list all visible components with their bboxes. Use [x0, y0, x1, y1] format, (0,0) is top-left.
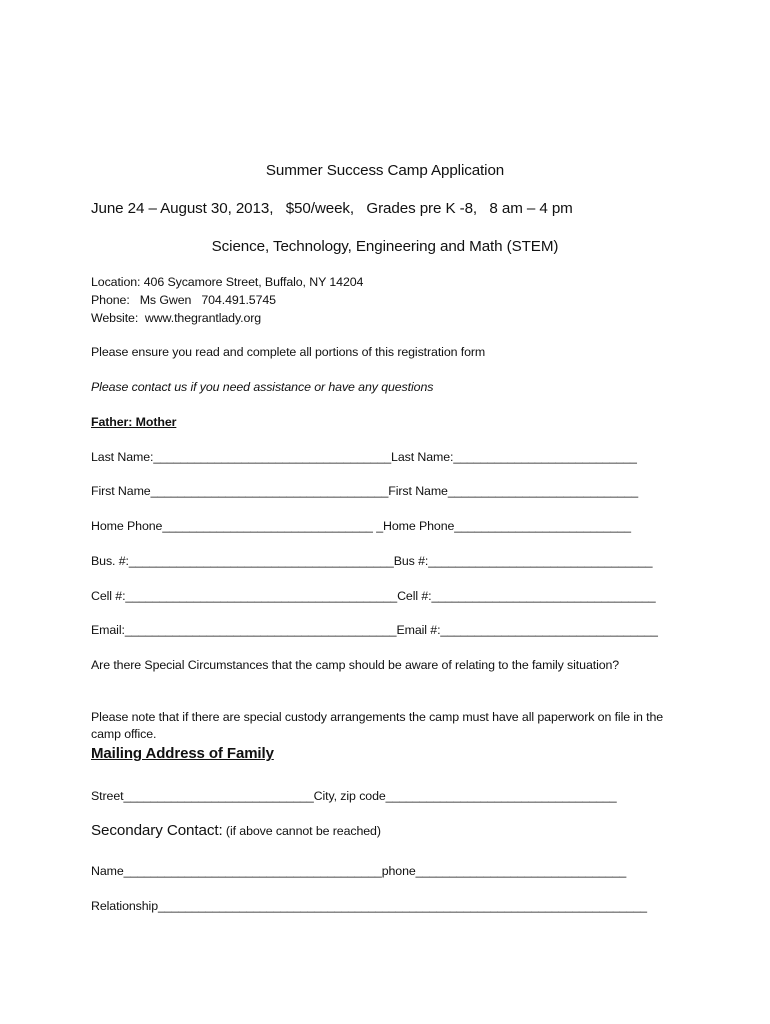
form-title: Summer Success Camp Application	[265, 162, 505, 179]
relationship-field[interactable]: Relationship________________________________________________________________________	[91, 899, 647, 913]
location-line: Location: 406 Sycamore Street, Buffalo, NY 14204	[91, 275, 364, 289]
mailing-address-heading: Mailing Address of Family	[91, 745, 274, 762]
secondary-contact-label: Secondary Contact:	[91, 822, 223, 839]
business-phone-fields[interactable]: Bus. #:_______________________________________Bus #:_________________________________	[91, 554, 653, 568]
parents-heading: Father: Mother	[91, 415, 177, 429]
secondary-contact-heading	[91, 823, 381, 839]
home-phone-fields[interactable]: Home Phone_______________________________ _Home Phone__________________________	[91, 519, 631, 533]
custody-note: Please note that if there are special custody arrangements the camp must have all paperwork on file in the camp office.	[91, 710, 664, 741]
secondary-contact-note: (if above cannot be reached)	[222, 824, 381, 838]
street-city-fields[interactable]: Street____________________________City, zip code__________________________________	[91, 789, 617, 803]
cell-phone-fields[interactable]: Cell #:________________________________________Cell #:_________________________________	[91, 589, 656, 603]
last-name-fields[interactable]: Last Name:___________________________________Last Name:___________________________	[91, 450, 637, 464]
camp-dates-line: June 24 – August 30, 2013, $50/week, Grades pre K -8, 8 am – 4 pm	[91, 200, 573, 217]
complete-instruction: Please ensure you read and complete all portions of this registration form	[91, 345, 486, 359]
stem-subtitle: Science, Technology, Engineering and Math (STEM)	[211, 238, 559, 255]
secondary-name-phone-fields[interactable]: Name______________________________________phone_______________________________	[91, 864, 627, 878]
email-fields[interactable]: Email:________________________________________Email #:________________________________	[91, 623, 658, 637]
assistance-note: Please contact us if you need assistance or have any questions	[91, 380, 434, 394]
phone-line: Phone: Ms Gwen 704.491.5745	[91, 293, 276, 307]
website-line: Website: www.thegrantlady.org	[91, 311, 262, 325]
first-name-fields[interactable]: First Name___________________________________First Name____________________________	[91, 484, 638, 498]
special-circumstances-question: Are there Special Circumstances that the camp should be aware of relating to the family situation?	[91, 658, 620, 672]
